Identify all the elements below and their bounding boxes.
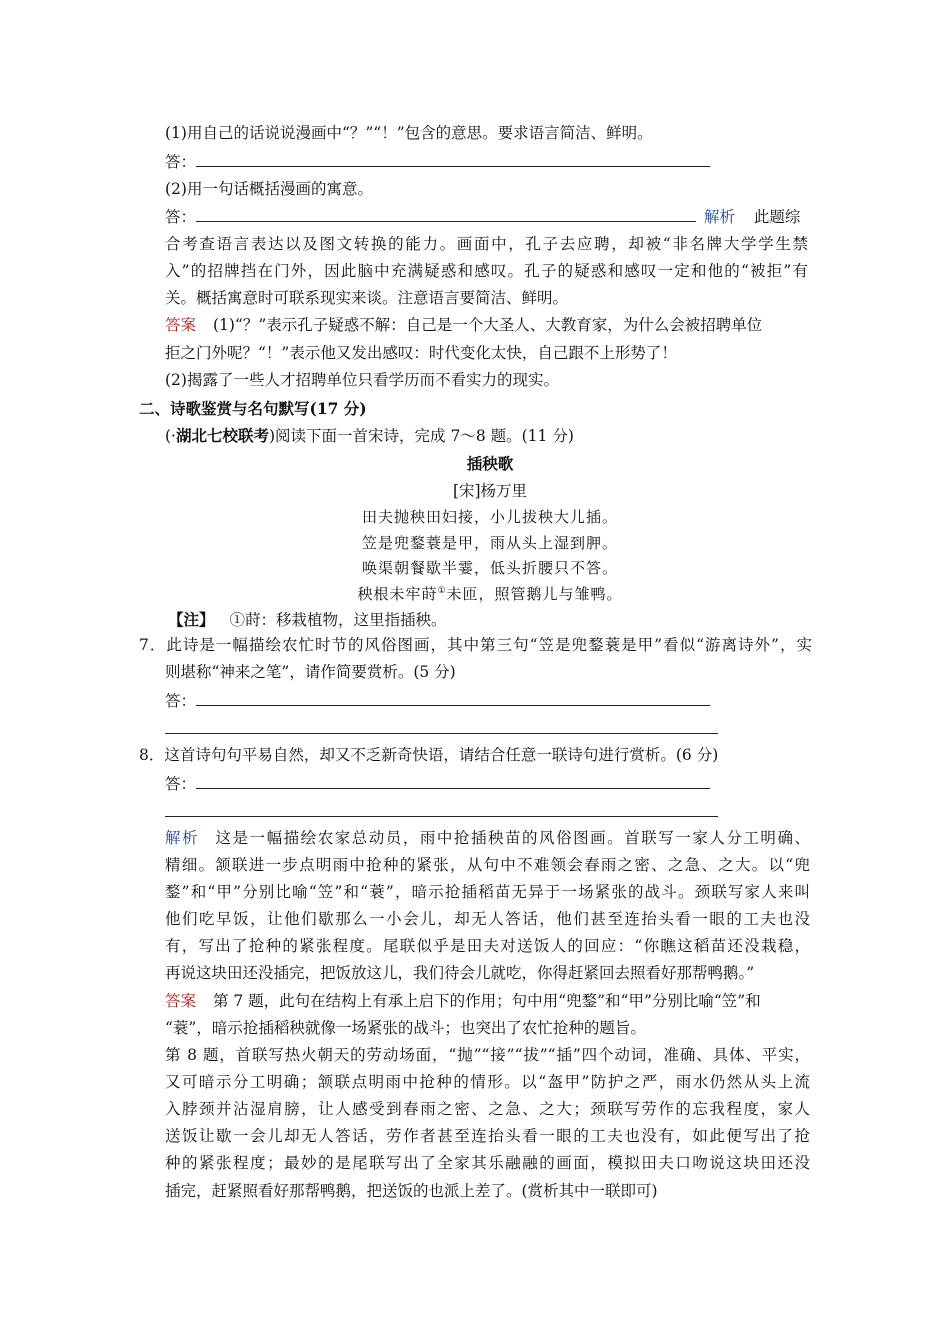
note-label: 【注】 xyxy=(168,610,215,629)
answer-label: 答： xyxy=(165,208,197,226)
answer-text: “蓑”，暗示抢插稻秧就像一场紧张的战斗；也突出了农忙抢种的题旨。 xyxy=(165,1019,646,1037)
answer-text: 送饭让歇一会儿却无人答话，劳作者甚至连抬头看一眼的工夫也没有，如此便写出了抢 xyxy=(165,1127,810,1145)
analysis-text: 这是一幅描绘农家总动员，雨中抢插秧苗的风俗图画。首联写一家人分工明确、 xyxy=(215,829,810,847)
poem-author: [宋]杨万里 xyxy=(452,482,528,500)
poem-line-part: 未匝，照管鹅儿与雏鸭。 xyxy=(446,585,623,603)
note-text: ①莳：移栽植物，这里指插秧。 xyxy=(229,611,447,629)
analysis-text: 有，写出了抢种的紧张程度。尾联似乎是田夫对送饭人的回应：“你瞧这稻苗还没栽稳， xyxy=(165,937,810,955)
analysis-text: 合考查语言表达以及图文转换的能力。画面中，孔子去应聘，却被“非名牌大学学生禁 xyxy=(165,235,808,253)
answer-text: 拒之门外呢？“！”表示他又发出感叹：时代变化太快，自己跟不上形势了！ xyxy=(165,344,677,362)
question-7-prompt: 则堪称“神来之笔”，请作简要赏析。(5 分) xyxy=(165,663,456,681)
section-heading: 二、诗歌鉴赏与名句默写(17 分) xyxy=(139,399,367,418)
analysis-label: 解析 xyxy=(703,208,735,226)
analysis-text: 精细。颔联进一步点明雨中抢种的紧张，从句中不难领会春雨之密、之急、之大。以“兜 xyxy=(165,856,810,874)
question-2-answer-line xyxy=(165,204,800,229)
analysis-text: 再说这块田还没插完，把饭放这儿，我们待会儿就吃，你得赶紧回去照看好那帮鸭鹅。” xyxy=(165,964,755,982)
source-instructions: )阅读下面一首宋诗，完成 7～8 题。(11 分) xyxy=(269,427,574,445)
poem-title: 插秧歌 xyxy=(466,454,514,473)
answer-text: 又可暗示分工明确；颔联点明雨中抢种的情形。以“盔甲”防护之严，雨水仍然从头上流 xyxy=(165,1073,810,1091)
source-prefix: (· xyxy=(165,427,176,445)
answer-blank[interactable] xyxy=(196,204,696,222)
footnote-marker: ① xyxy=(437,586,447,596)
answer-text: 插完，赶紧照看好那帮鸭鹅，把送饭的也派上差了。(赏析其中一联即可) xyxy=(165,1182,658,1200)
answer-text: (2)揭露了一些人才招聘单位只看学历而不看实力的现实。 xyxy=(165,371,559,389)
answer-text: 入脖颈并沾湿肩膀，让人感受到春雨之密、之急、之大；颈联写劳作的忘我程度，家人 xyxy=(165,1100,810,1118)
answer-text: 第 8 题，首联写热火朝天的劳动场面，“抛”“接”“拔”“插”四个动词，准确、具体、平实， xyxy=(165,1046,810,1064)
answer-label: 答： xyxy=(165,153,197,171)
answer-line xyxy=(165,313,810,337)
poem-line xyxy=(0,582,950,606)
answer-blank-line[interactable] xyxy=(165,816,718,817)
source-name: 湖北七校联考 xyxy=(175,426,269,445)
poem-line-part: 秧根未牢莳 xyxy=(357,585,438,603)
analysis-text: 此题综 xyxy=(753,208,801,226)
analysis-text: 鍪”和“甲”分别比喻“笠”和“蓑”，暗示抢插稻苗无异于一场紧张的战斗。颈联写家人来叫 xyxy=(165,883,810,901)
answer-text: (1)“？”表示孔子疑惑不解：自己是一个大圣人、大教育家，为什么会被招聘单位 xyxy=(212,316,763,334)
answer-blank[interactable] xyxy=(196,688,710,706)
question-1-answer-line xyxy=(165,149,710,174)
analysis-text: 入”的招牌挡在门外，因此脑中充满疑惑和感叹。孔子的疑惑和感叹一定和他的“被拒”有 xyxy=(165,262,808,280)
analysis-line xyxy=(165,826,810,850)
answer-label: 答案 xyxy=(165,992,197,1010)
question-1-prompt: (1)用自己的话说说漫画中“？”“！”包含的意思。要求语言简洁、鲜明。 xyxy=(165,124,653,142)
poem-line: 田夫抛秧田妇接，小儿拔秧大儿插。 xyxy=(361,508,618,526)
answer-blank[interactable] xyxy=(196,149,710,167)
poem-line: 唤渠朝餐歇半霎，低头折腰只不答。 xyxy=(361,559,618,577)
answer-label: 答案 xyxy=(165,316,197,334)
section-source xyxy=(165,424,574,448)
analysis-label: 解析 xyxy=(165,829,200,847)
question-7-prompt: 7．此诗是一幅描绘农忙时节的风俗图画，其中第三句“笠是兜鍪蓑是甲”看似“游离诗外”，实 xyxy=(139,636,812,654)
poem-note xyxy=(168,608,446,632)
analysis-text: 关。概括寓意时可联系现实来谈。注意语言要简洁、鲜明。 xyxy=(165,289,569,307)
answer-blank-line[interactable] xyxy=(165,733,718,734)
answer-text: 第 7 题，此句在结构上有承上启下的作用；句中用“兜鍪”和“甲”分别比喻“笠”和 xyxy=(212,992,761,1010)
answer-label: 答： xyxy=(165,692,197,710)
answer-line xyxy=(165,989,810,1013)
question-2-prompt: (2)用一句话概括漫画的寓意。 xyxy=(165,180,373,198)
answer-blank[interactable] xyxy=(196,771,710,789)
answer-label: 答： xyxy=(165,775,197,793)
poem-line: 笠是兜鍪蓑是甲，雨从头上湿到胛。 xyxy=(361,534,618,552)
analysis-text: 他们吃早饭，让他们歇那么一小会儿，却无人答话，他们甚至连抬头看一眼的工夫也没 xyxy=(165,910,810,928)
question-7-answer-line xyxy=(165,688,710,713)
answer-text: 种的紧张程度；最妙的是尾联写出了全家其乐融融的画面，模拟田夫口吻说这块田还没 xyxy=(165,1154,810,1172)
question-8-prompt: 8．这首诗句句平易自然，却又不乏新奇快语，请结合任意一联诗句进行赏析。(6 分) xyxy=(139,746,719,764)
question-8-answer-line xyxy=(165,771,710,796)
